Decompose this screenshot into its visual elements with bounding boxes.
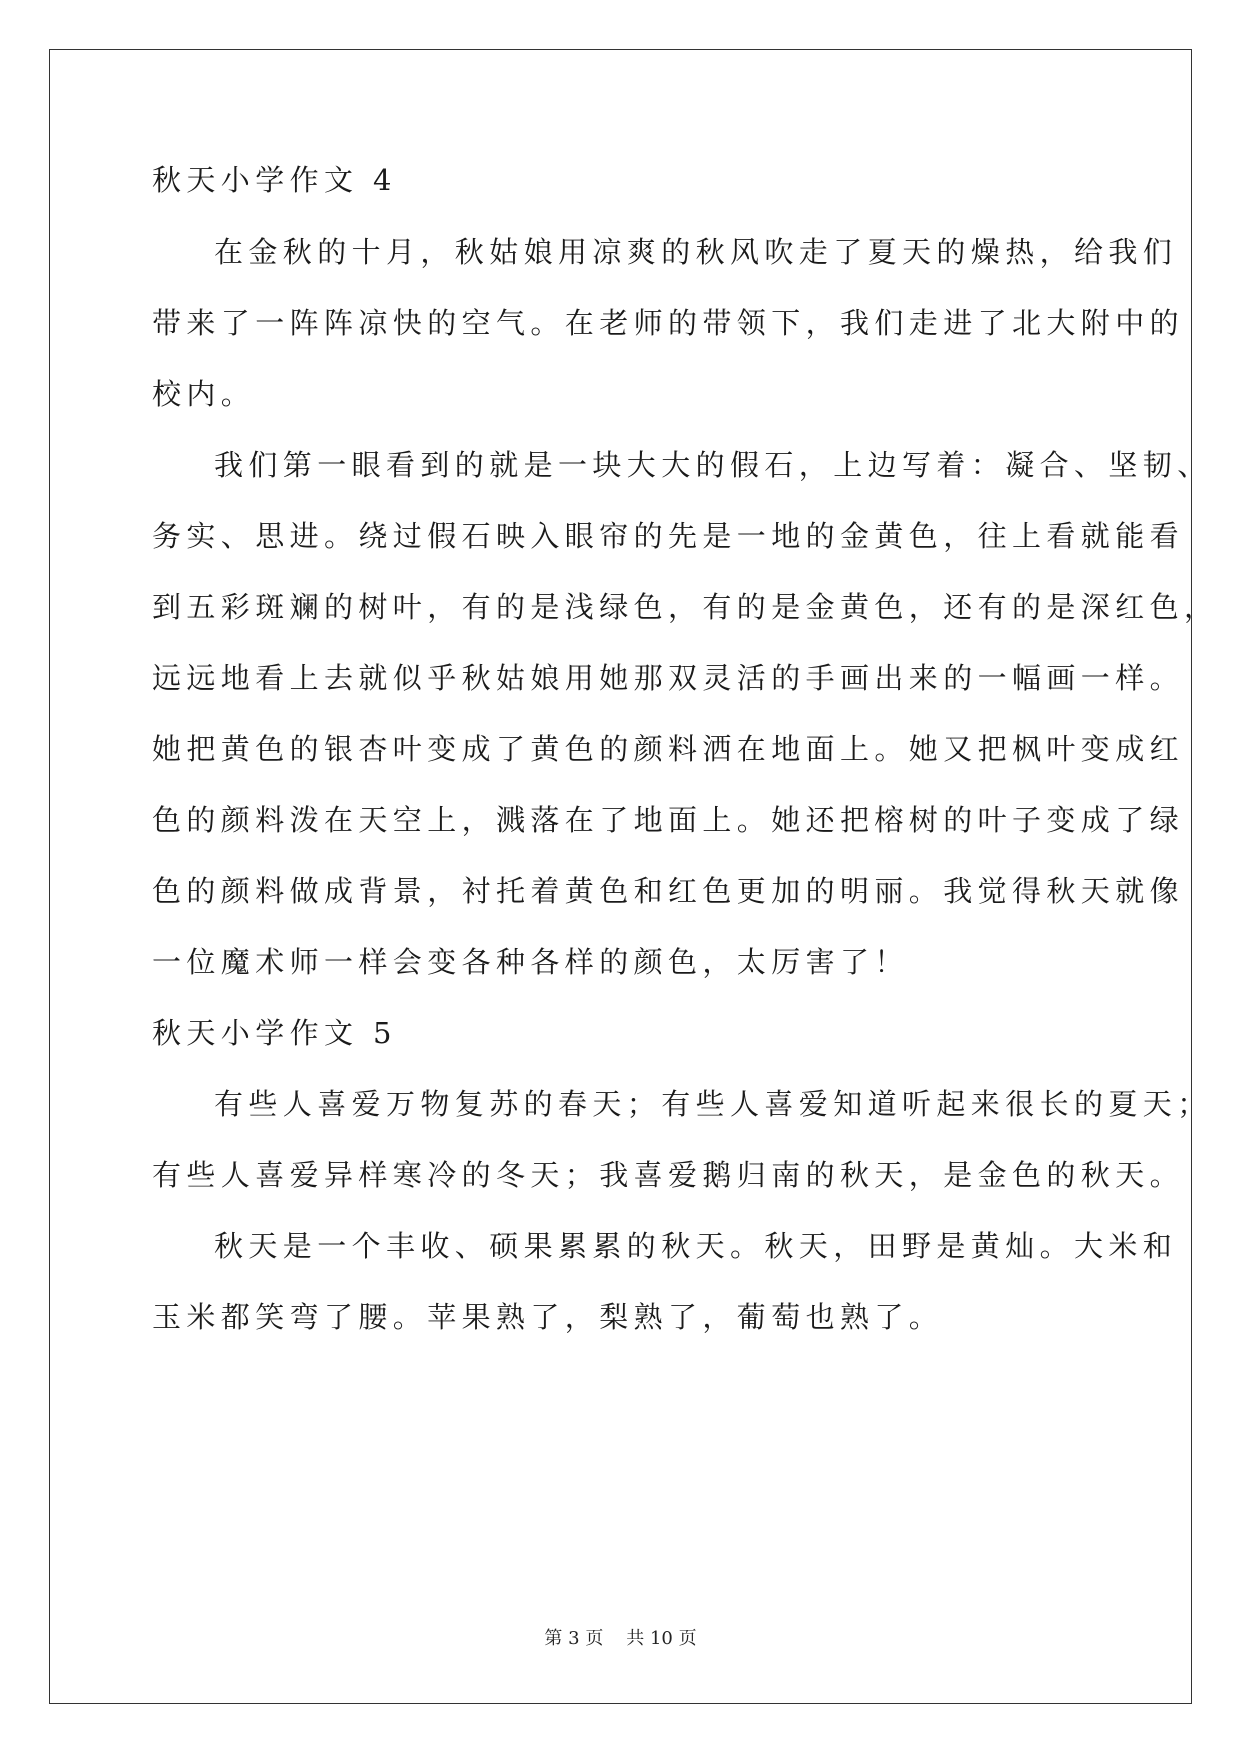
paragraph-line: 我们第一眼看到的就是一块大大的假石，上边写着：凝合、坚韧、 bbox=[214, 448, 1212, 482]
paragraph-line: 一位魔术师一样会变各种各样的颜色，太厉害了！ bbox=[152, 945, 909, 979]
paragraph-line: 有些人喜爱万物复苏的春天；有些人喜爱知道听起来很长的夏天； bbox=[214, 1087, 1212, 1121]
paragraph-line: 远远地看上去就似乎秋姑娘用她那双灵活的手画出来的一幅画一样。 bbox=[152, 661, 1185, 695]
paragraph-line: 玉米都笑弯了腰。苹果熟了，梨熟了，葡萄也熟了。 bbox=[152, 1300, 944, 1334]
section-title: 秋天小学作文 4 bbox=[152, 163, 397, 197]
paragraph-line: 有些人喜爱异样寒冷的冬天；我喜爱鹅归南的秋天，是金色的秋天。 bbox=[152, 1158, 1185, 1192]
paragraph-line: 色的颜料做成背景，衬托着黄色和红色更加的明丽。我觉得秋天就像 bbox=[152, 874, 1185, 908]
paragraph-line: 校内。 bbox=[152, 377, 256, 411]
current-page-label: 第 3 页 bbox=[544, 1628, 604, 1649]
page-footer bbox=[0, 1627, 1241, 1651]
paragraph-line: 到五彩斑斓的树叶，有的是浅绿色，有的是金黄色，还有的是深红色， bbox=[152, 590, 1219, 624]
paragraph-line: 带来了一阵阵凉快的空气。在老师的带领下，我们走进了北大附中的 bbox=[152, 306, 1185, 340]
paragraph-line: 秋天是一个丰收、硕果累累的秋天。秋天，田野是黄灿。大米和 bbox=[214, 1229, 1178, 1263]
paragraph-line: 在金秋的十月，秋姑娘用凉爽的秋风吹走了夏天的燥热，给我们 bbox=[214, 235, 1178, 269]
paragraph-line: 她把黄色的银杏叶变成了黄色的颜料洒在地面上。她又把枫叶变成红 bbox=[152, 732, 1185, 766]
section-title: 秋天小学作文 5 bbox=[152, 1016, 397, 1050]
total-pages-label: 共 10 页 bbox=[626, 1628, 697, 1649]
paragraph-line: 务实、思进。绕过假石映入眼帘的先是一地的金黄色，往上看就能看 bbox=[152, 519, 1185, 553]
paragraph-line: 色的颜料泼在天空上，溅落在了地面上。她还把榕树的叶子变成了绿 bbox=[152, 803, 1185, 837]
